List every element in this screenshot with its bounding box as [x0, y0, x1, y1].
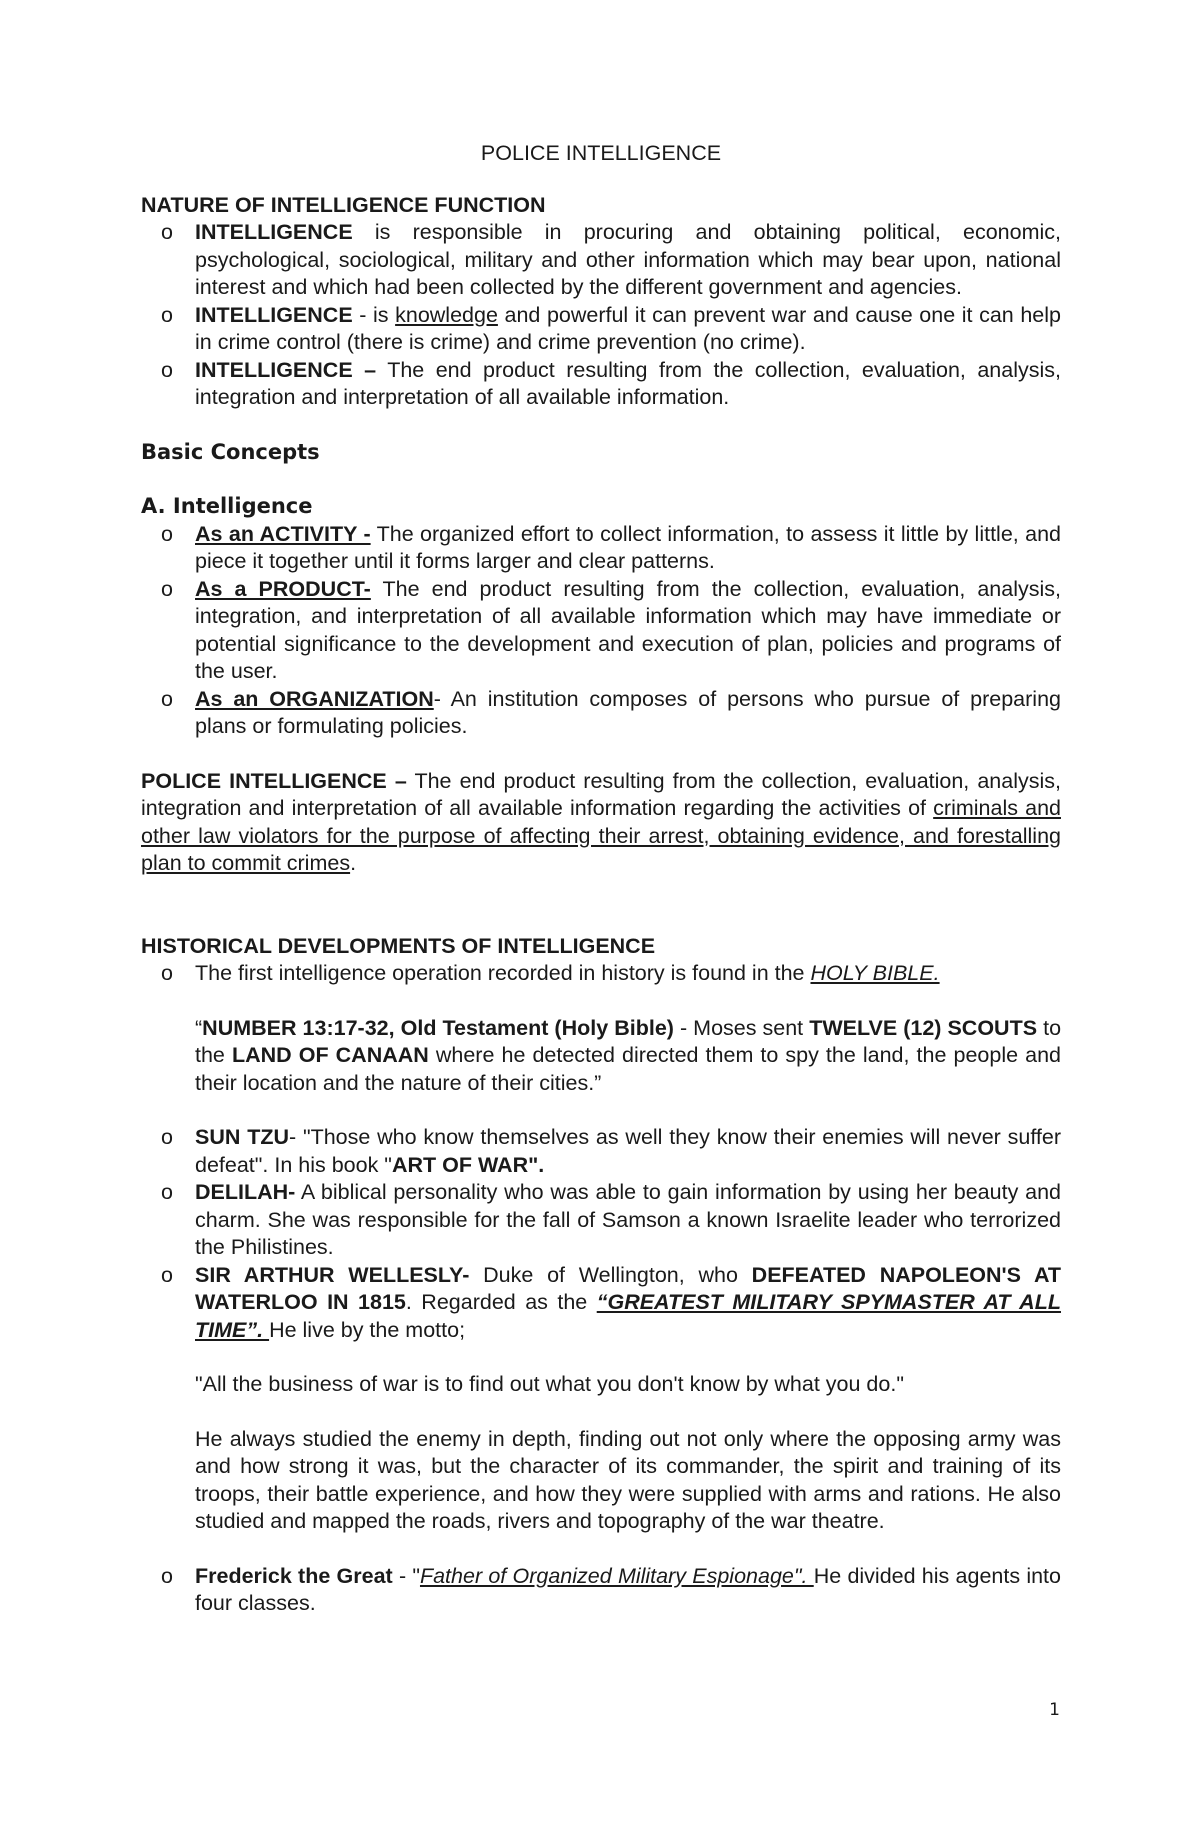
espionage-title: Father of Organized Military Espionage".: [419, 1563, 814, 1588]
list-item: [141, 1124, 1061, 1179]
quote-text: - Moses sent: [673, 1015, 810, 1040]
list-item: [141, 1262, 1061, 1345]
document-title: POLICE INTELLIGENCE: [480, 141, 722, 165]
bold-text: DEFEATED NAPOLEON'S AT WATERLOO IN 1815: [195, 1262, 1062, 1314]
intelligence-subheading: A. Intelligence: [141, 494, 313, 518]
spymaster-title: “GREATEST MILITARY SPYMASTER AT ALL TIME”.: [195, 1290, 1061, 1342]
item-sep: - is: [352, 302, 396, 327]
term: INTELLIGENCE –: [195, 357, 377, 382]
term: SIR ARTHUR WELLESLY-: [195, 1262, 470, 1287]
list-item: [141, 1563, 1061, 1618]
list-item: [141, 1179, 1061, 1262]
item-text: The end product resulting from the collection, evaluation, analysis, integration and interpretation of all available information.: [195, 357, 1062, 409]
bullet-icon: o: [161, 302, 173, 327]
quote-text: where he detected directed them to spy the land, the people and their location and the nature of their cities.”: [195, 1043, 1061, 1095]
underlined-phrase: criminals and other law violators for the purpose of affecting their arrest, obtaining evidence, and forestalling plan to commit crimes: [141, 796, 1061, 875]
list-item: [141, 960, 1061, 988]
item-text: He divided his agents into four classes.: [195, 1563, 1061, 1615]
item-text: The organized effort to collect information, to assess it little by little, and piece it together until it forms larger and clear patterns.: [195, 521, 1061, 573]
item-text: The first intelligence operation recorded in history is found in the: [195, 961, 811, 985]
quote-ref: NUMBER 13:17-32, Old Testament (Holy Bible): [202, 1015, 674, 1040]
term: INTELLIGENCE: [195, 220, 353, 244]
item-text: - "Those who know themselves as well they know their enemies will never suffer defeat". In his book ": [195, 1125, 1061, 1177]
bullet-icon: o: [161, 961, 173, 985]
item-text: The end product resulting from the collection, evaluation, analysis, integration, and interpretation of all available information which may have immediate or potential significance to the development and execution of plan, policies and programs of the user.: [195, 576, 1062, 683]
item-text: - ": [392, 1563, 420, 1588]
term: DELILAH-: [195, 1180, 296, 1204]
list-item: [141, 686, 1061, 741]
item-text: - An institution composes of persons who pursue of preparing plans or formulating policies.: [195, 686, 1061, 738]
term: As an ACTIVITY -: [195, 521, 371, 546]
term: SUN TZU: [195, 1125, 289, 1149]
definition-end: .: [350, 851, 357, 875]
quote-open: “: [195, 1015, 203, 1040]
term: POLICE INTELLIGENCE –: [141, 768, 407, 793]
bullet-icon: o: [161, 357, 173, 382]
history-list: [141, 960, 1061, 988]
term: As a PRODUCT-: [195, 576, 371, 601]
term: Frederick the Great: [195, 1563, 393, 1588]
wellington-motto: "All the business of war is to find out what you don't know by what you do.": [195, 1372, 904, 1396]
page-number: 1: [1049, 1700, 1060, 1720]
quote-bold: LAND OF CANAAN: [231, 1043, 429, 1067]
basic-concepts-heading: Basic Concepts: [141, 439, 320, 464]
item-text: . Regarded as the: [405, 1290, 597, 1314]
quote-bold: TWELVE (12) SCOUTS: [809, 1015, 1038, 1040]
quote-text: to the: [195, 1015, 1062, 1067]
list-item: [141, 576, 1061, 686]
bullet-icon: o: [161, 576, 173, 601]
bullet-icon: o: [161, 1563, 173, 1588]
book-title: ART OF WAR".: [391, 1152, 545, 1177]
nature-list: [141, 219, 1061, 412]
item-text: He live by the motto;: [269, 1317, 466, 1342]
basic-list: [141, 521, 1061, 741]
item-text: and powerful it can prevent war and cause one it can help in crime control (there is crime) and crime prevention (no crime).: [195, 302, 1061, 354]
list-item: [141, 357, 1061, 412]
nature-heading: NATURE OF INTELLIGENCE FUNCTION: [141, 192, 546, 217]
list-item: [141, 302, 1061, 357]
bullet-icon: o: [161, 686, 173, 711]
list-item: [141, 219, 1061, 302]
item-text: Duke of Wellington, who: [469, 1262, 752, 1287]
history-figures-list: [141, 1124, 1061, 1344]
list-item: [141, 521, 1061, 576]
wellington-paragraph: He always studied the enemy in depth, finding out not only where the opposing army was and how strong it was, but the character of its commander, the spirit and training of its troops, their battle experience, and how they were supplied with arms and rations. He also studied and mapped the roads, rivers and topography of the war theatre.: [195, 1426, 1061, 1533]
bible-quote: [141, 1015, 1061, 1098]
history-frederick-list: [141, 1563, 1061, 1618]
term: INTELLIGENCE: [195, 302, 353, 327]
term: As an ORGANIZATION: [195, 686, 434, 711]
item-text: A biblical personality who was able to gain information by using her beauty and charm. She was responsible for the fall of Samson a known Israelite leader who terrorized the Philistines.: [195, 1180, 1061, 1259]
police-intelligence-definition: [141, 768, 1061, 878]
definition-text: The end product resulting from the collection, evaluation, analysis, integration and interpretation of all available information regarding the activities of: [141, 768, 1061, 820]
bullet-icon: o: [161, 1125, 173, 1149]
item-text: is responsible in procuring and obtaining political, economic, psychological, sociological, military and other information which may bear upon, national interest and which had been collected by the different government and agencies.: [195, 220, 1061, 299]
bullet-icon: o: [161, 220, 173, 244]
page-content: [141, 140, 1061, 1618]
bullet-icon: o: [161, 1180, 173, 1204]
bullet-icon: o: [161, 1262, 173, 1287]
bullet-icon: o: [161, 521, 173, 546]
underlined-word: knowledge: [395, 302, 498, 327]
history-heading: HISTORICAL DEVELOPMENTS OF INTELLIGENCE: [141, 933, 656, 958]
holy-bible-reference: HOLY BIBLE.: [810, 961, 940, 985]
